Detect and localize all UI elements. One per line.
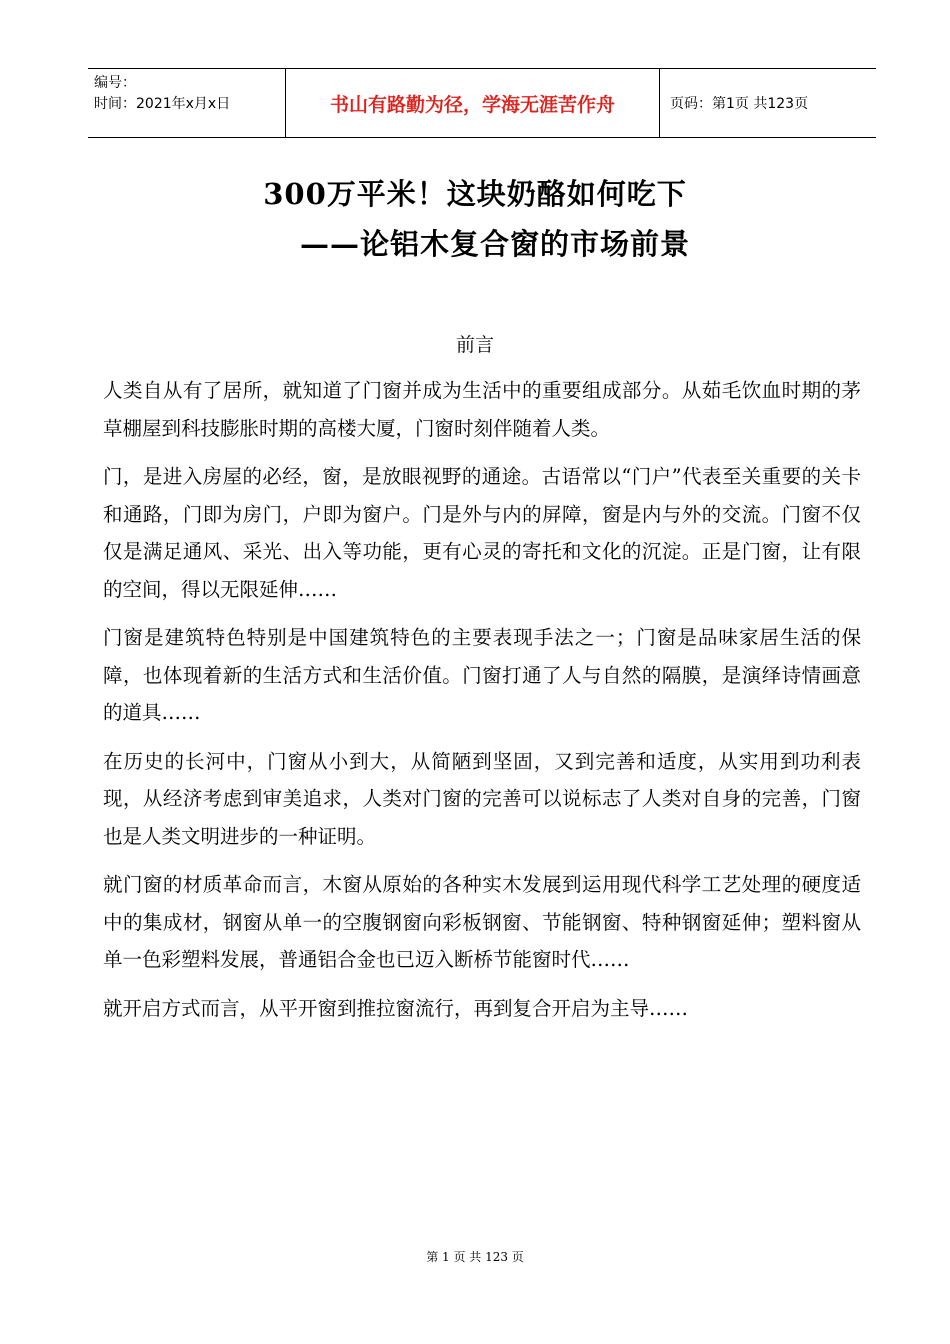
document-title: 300万平米！这块奶酪如何吃下 <box>263 177 687 211</box>
paragraph: 就开启方式而言，从平开窗到推拉窗流行，再到复合开启为主导…… <box>103 996 689 1020</box>
document-subtitle: ——论铝木复合窗的市场前景 <box>300 227 691 261</box>
paragraph: 门，是进入房屋的必经，窗，是放眼视野的通途。古语常以“门户”代表至关重要的关卡和通路，门即为房门，户即为窗户。门是外与内的屏障，窗是内与外的交流。门窗不仅仅是满足通风、采光、出入等功能，更有心灵的寄托和文化的沉淀。正是门窗，让有限的空间，得以无限延伸…… <box>103 465 861 601</box>
section-heading: 前言 <box>455 334 494 356</box>
paragraph: 在历史的长河中，门窗从小到大，从简陋到坚固，又到完善和适度，从实用到功利表现，从经济考虑到审美追求，人类对门窗的完善可以说标志了人类对自身的完善，门窗也是人类文明进步的一种证明。 <box>103 749 861 848</box>
time-label: 时间：2021年x月x日 <box>94 96 231 112</box>
header-page-info: 页码：第1页 共123页 <box>670 96 809 112</box>
number-label: 编号： <box>94 75 136 91</box>
page-footer: 第 1 页 共 123 页 <box>426 1250 524 1264</box>
page-header <box>88 68 876 138</box>
header-meta <box>88 69 286 137</box>
paragraph: 就门窗的材质革命而言，木窗从原始的各种实木发展到运用现代科学工艺处理的硬度适中的集成材，钢窗从单一的空腹钢窗向彩板钢窗、节能钢窗、特种钢窗延伸；塑料窗从单一色彩塑料发展，普通铝合金也已迈入断桥节能窗时代…… <box>103 873 861 971</box>
body-text <box>103 372 861 1038</box>
paragraph: 门窗是建筑特色特别是中国建筑特色的主要表现手法之一；门窗是品味家居生活的保障，也体现着新的生活方式和生活价值。门窗打通了人与自然的隔膜，是演绎诗情画意的道具…… <box>103 626 861 724</box>
paragraph: 人类自从有了居所，就知道了门窗并成为生活中的重要组成部分。从茹毛饮血时期的茅草棚屋到科技膨胀时期的高楼大厦，门窗时刻伴随着人类。 <box>103 379 861 440</box>
header-motto: 书山有路勤为径，学海无涯苦作舟 <box>286 69 660 137</box>
